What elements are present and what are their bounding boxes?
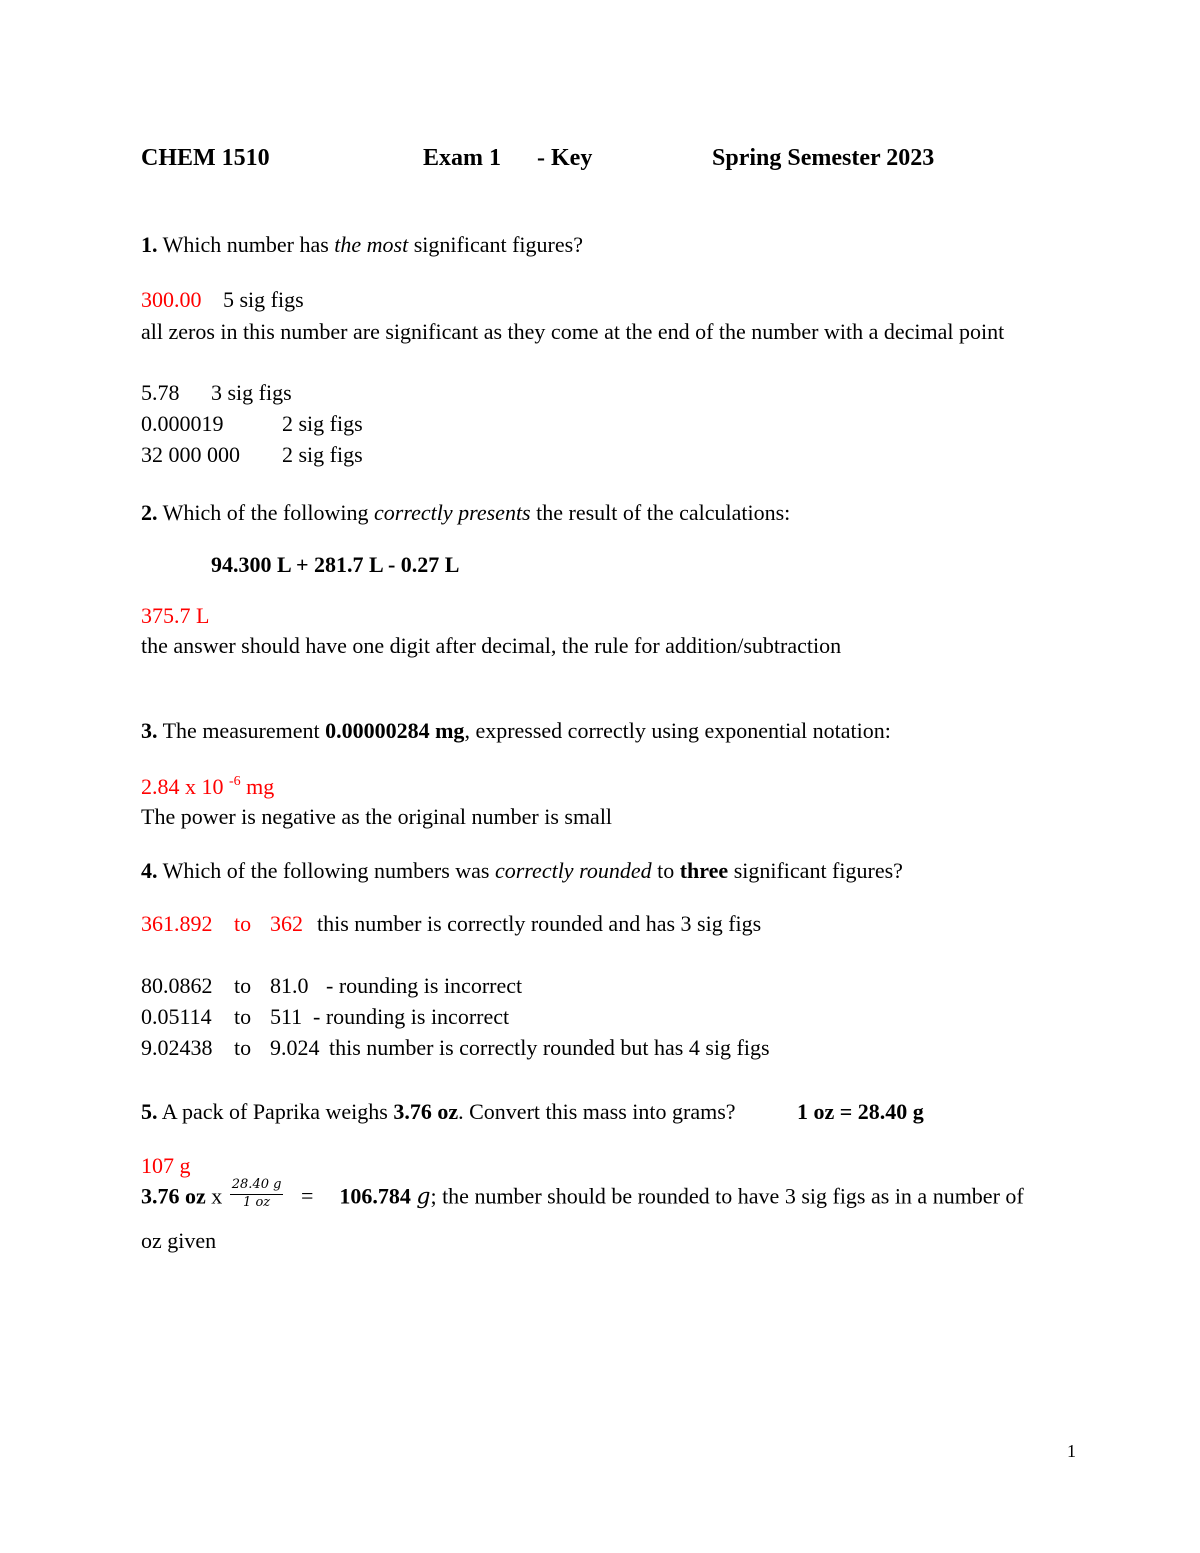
question-text-end: significant figures? (408, 232, 583, 257)
question-emphasis-bold: three (679, 858, 729, 883)
q1-answer-label: 5 sig figs (223, 287, 304, 312)
question-text-end: . Convert this mass into grams? (458, 1099, 736, 1124)
question-text: Which of the following numbers was (162, 858, 495, 883)
q1-option-value: 32 000 000 (141, 442, 240, 467)
question-text-end: significant figures? (728, 858, 903, 883)
q4-option-note: - rounding is incorrect (313, 1004, 510, 1029)
q2-explanation: the answer should have one digit after decimal, the rule for addition/subtraction (141, 633, 842, 658)
question-5 (141, 1101, 736, 1123)
question-emphasis: 3.76 oz (393, 1099, 459, 1124)
course-title: CHEM 1510 (141, 145, 270, 171)
exam-title: Exam 1 (423, 145, 501, 171)
semester-label: Spring Semester 2023 (712, 145, 935, 171)
fraction-denominator: 1 oz (243, 1194, 271, 1210)
q2-expression: 94.300 L + 281.7 L - 0.27 L (211, 552, 460, 577)
q5-calc-times: x (205, 1183, 228, 1209)
q5-calc-note-continued: oz given (141, 1228, 217, 1253)
question-text: A pack of Paprika weighs (161, 1099, 394, 1124)
q3-explanation: The power is negative as the original number is small (141, 804, 613, 829)
q5-answer: 107 g (141, 1153, 191, 1178)
q1-option-label: 2 sig figs (282, 442, 363, 467)
q3-answer-exponent: -6 (229, 774, 241, 789)
q3-answer-unit: mg (240, 774, 275, 799)
question-number: 5. (141, 1099, 158, 1124)
q1-option-label: 2 sig figs (282, 411, 363, 436)
q1-option-value: 5.78 (141, 380, 180, 405)
q1-explanation: all zeros in this number are significant as they come at the end of the number with a decimal point (141, 319, 1005, 344)
question-number: 3. (141, 718, 158, 743)
key-label: - Key (537, 145, 593, 171)
question-3 (141, 720, 891, 742)
q1-answer-value: 300.00 (141, 287, 202, 312)
question-number: 2. (141, 500, 158, 525)
q4-option-to: 9.024 (270, 1035, 320, 1060)
q4-option-note: this number is correctly rounded but has 4 sig figs (329, 1035, 770, 1060)
q4-option-to-word: to (234, 973, 252, 998)
q5-calc-start: 3.76 oz (141, 1183, 206, 1209)
question-text-end: , expressed correctly using exponential notation: (464, 718, 891, 743)
question-emphasis: the most (334, 232, 409, 257)
q5-conversion-factor: 1 oz = 28.40 g (797, 1099, 924, 1124)
question-number: 4. (141, 858, 158, 883)
q4-option-note: - rounding is incorrect (326, 973, 523, 998)
q5-calc-unit: g (416, 1184, 431, 1210)
q5-fraction (230, 1178, 284, 1211)
q4-answer-to-word: to (234, 911, 252, 936)
question-number: 1. (141, 232, 158, 257)
question-text-mid: to (651, 858, 680, 883)
fraction-numerator: 28.40 g (230, 1178, 284, 1195)
q4-option-from: 9.02438 (141, 1035, 213, 1060)
question-emphasis: 0.00000284 mg (325, 718, 465, 743)
q4-answer-from: 361.892 (141, 911, 213, 936)
page-number: 1 (1067, 1441, 1076, 1461)
q1-option-label: 3 sig figs (211, 380, 292, 405)
q4-option-to-word: to (234, 1035, 252, 1060)
q3-answer-base: 2.84 x 10 (141, 774, 229, 799)
q4-option-to: 511 (270, 1004, 303, 1029)
q1-option-value: 0.000019 (141, 411, 224, 436)
q4-option-to-word: to (234, 1004, 252, 1029)
q4-answer-to: 362 (270, 911, 303, 936)
q4-option-from: 80.0862 (141, 973, 213, 998)
question-emphasis: correctly rounded (494, 858, 652, 883)
q4-option-to: 81.0 (270, 973, 309, 998)
question-text: Which of the following (162, 500, 375, 525)
q5-calc-result: 106.784 (339, 1183, 411, 1209)
question-text-end: the result of the calculations: (530, 500, 791, 525)
q4-option-from: 0.05114 (141, 1004, 212, 1029)
question-4 (141, 860, 903, 882)
q5-calc-equals: = (300, 1183, 314, 1209)
question-text: The measurement (162, 718, 326, 743)
q3-answer (141, 775, 274, 798)
q4-answer-note: this number is correctly rounded and has 3 sig figs (317, 911, 762, 936)
q2-answer: 375.7 L (141, 603, 210, 628)
q5-calc-note: ; the number should be rounded to have 3 sig figs as in a number of (430, 1183, 1024, 1209)
question-emphasis: correctly presents (374, 500, 531, 525)
question-2 (141, 502, 790, 524)
question-text: Which number has (162, 232, 335, 257)
question-1 (141, 234, 583, 256)
q5-calculation (141, 1177, 1024, 1215)
